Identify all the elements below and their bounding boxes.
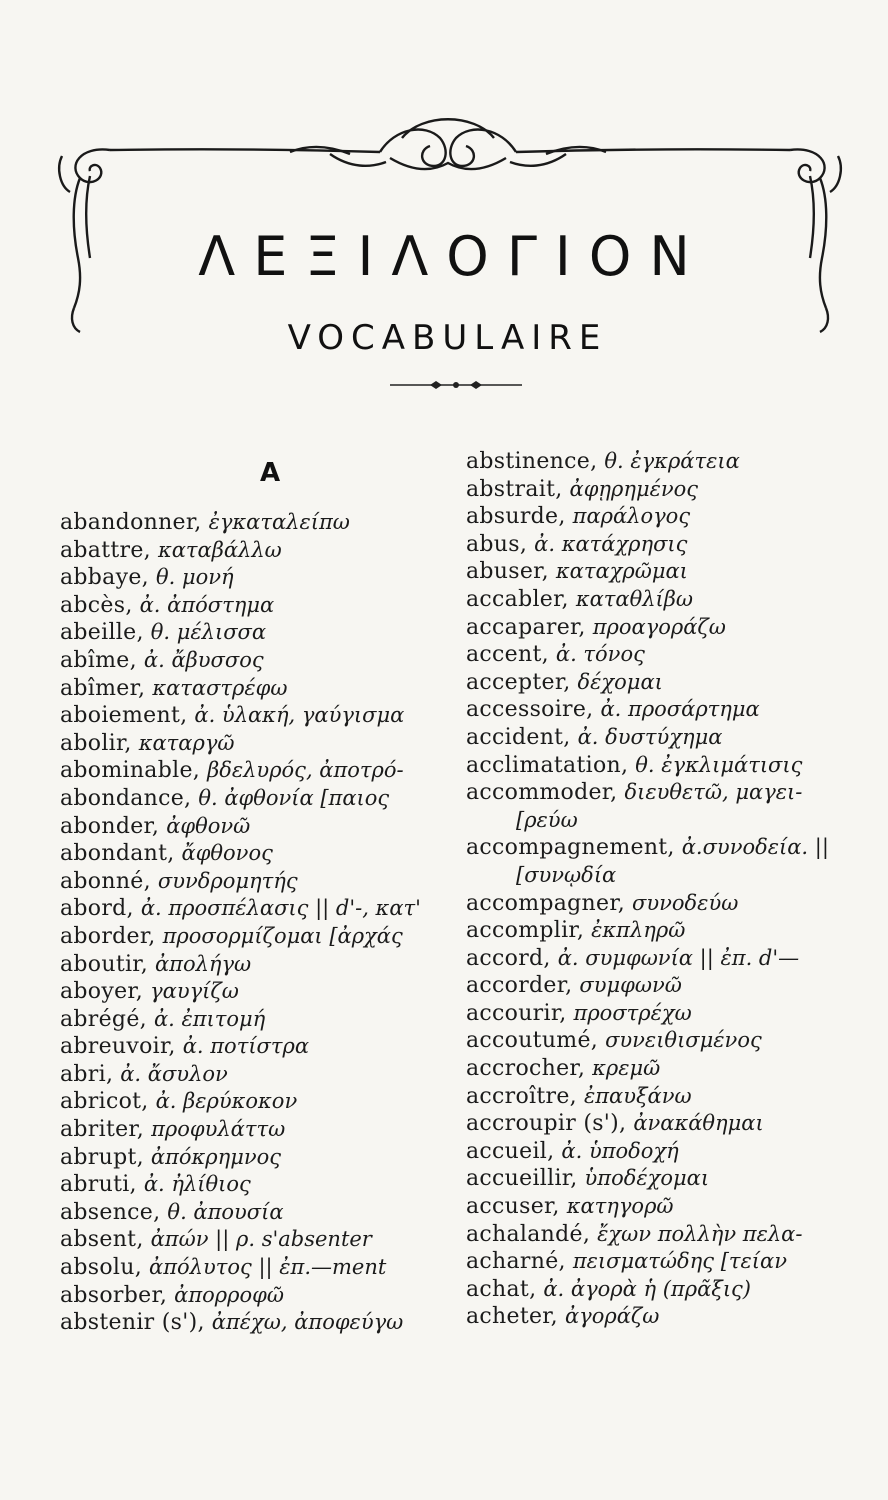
dictionary-entry bbox=[60, 757, 450, 785]
dictionary-entry bbox=[466, 558, 856, 586]
greek-translation: συμφωνῶ bbox=[579, 973, 682, 998]
dictionary-entry bbox=[466, 1138, 856, 1166]
greek-translation: ἀπόλυτος || ἐπ.—ment bbox=[149, 1255, 387, 1280]
dictionary-entry bbox=[466, 669, 856, 697]
greek-translation: ἀ. ἐπιτομή bbox=[153, 1006, 266, 1031]
dictionary-entry bbox=[466, 1165, 856, 1193]
greek-translation: ἐγκαταλείπω bbox=[208, 510, 350, 534]
french-headword: achalandé, bbox=[466, 1221, 591, 1247]
dictionary-entry bbox=[60, 1144, 450, 1172]
dictionary-entry bbox=[60, 813, 450, 841]
french-headword: abreuvoir, bbox=[60, 1034, 176, 1060]
greek-translation: δέχομαι bbox=[577, 669, 663, 694]
greek-translation: γαυγίζω bbox=[150, 979, 239, 1004]
greek-translation: κατηγορῶ bbox=[566, 1194, 674, 1219]
dictionary-entry bbox=[60, 619, 450, 647]
french-headword: abrégé, bbox=[60, 1006, 147, 1032]
french-headword: absolu, bbox=[60, 1255, 143, 1281]
greek-translation: συνοδεύω bbox=[632, 890, 739, 915]
dictionary-entry bbox=[60, 1254, 450, 1282]
greek-translation: ἀνακάθημαι bbox=[633, 1111, 764, 1136]
dictionary-entry bbox=[60, 951, 450, 979]
dictionary-entry bbox=[60, 1061, 450, 1089]
dictionary-entry bbox=[466, 862, 856, 890]
french-headword: accommoder, bbox=[466, 780, 618, 806]
dictionary-entry bbox=[466, 779, 856, 807]
greek-translation: ἀπορροφῶ bbox=[174, 1282, 284, 1307]
french-headword: absence, bbox=[60, 1199, 161, 1225]
french-headword: accourir, bbox=[466, 1000, 567, 1026]
french-headword: abonné, bbox=[60, 868, 151, 894]
french-headword: abîmer, bbox=[60, 675, 146, 701]
left-column bbox=[60, 509, 450, 1337]
dictionary-entry bbox=[60, 647, 450, 675]
greek-translation: ἀ.συνοδεία. || bbox=[681, 835, 829, 860]
dictionary-entry bbox=[466, 1110, 856, 1138]
greek-translation: ἀπόκρημνος bbox=[150, 1144, 282, 1169]
dictionary-entry bbox=[60, 1226, 450, 1254]
dictionary-entry bbox=[466, 1221, 856, 1249]
french-headword: abstrait, bbox=[466, 476, 563, 502]
greek-translation: ἀ. προσάρτημα bbox=[600, 697, 760, 722]
greek-translation: ἀ. συμφωνία || ἐπ. d'— bbox=[557, 945, 800, 970]
french-headword: abondance, bbox=[60, 785, 192, 811]
greek-translation: ἀ. ἄσυλον bbox=[120, 1061, 228, 1086]
dictionary-entry bbox=[60, 895, 450, 923]
greek-translation: ἀπέχω, ἀποφεύγω bbox=[211, 1310, 404, 1335]
art-nouveau-header-ornament bbox=[50, 108, 846, 338]
dictionary-entry bbox=[466, 641, 856, 669]
french-headword: accroître, bbox=[466, 1083, 577, 1109]
dictionary-entry bbox=[466, 1248, 856, 1276]
french-headword: accroupir (s'), bbox=[466, 1111, 627, 1137]
french-headword: aborder, bbox=[60, 923, 156, 949]
french-headword: aboiement, bbox=[60, 703, 188, 729]
greek-translation: ἀ. ἀγορὰ ἡ (πρᾶξις) bbox=[543, 1276, 752, 1301]
french-headword: acheter, bbox=[466, 1304, 558, 1330]
greek-translation: συνειθισμένος bbox=[605, 1028, 762, 1053]
dictionary-entry bbox=[466, 696, 856, 724]
greek-translation: ὑποδέχομαι bbox=[584, 1166, 710, 1191]
french-headword: abolir, bbox=[60, 730, 132, 756]
dictionary-entry bbox=[60, 509, 450, 537]
greek-translation: προφυλάττω bbox=[151, 1117, 286, 1142]
greek-translation: θ. μέλισσα bbox=[150, 620, 267, 645]
greek-translation: [ρεύω bbox=[516, 807, 578, 832]
dictionary-entry bbox=[60, 675, 450, 703]
greek-translation: ἀ. βερύκοκον bbox=[155, 1089, 298, 1114]
greek-translation: ἀγοράζω bbox=[564, 1304, 660, 1329]
french-headword: accuser, bbox=[466, 1194, 560, 1220]
french-headword: acharné, bbox=[466, 1249, 566, 1275]
dictionary-entry bbox=[466, 945, 856, 973]
french-headword: abonder, bbox=[60, 813, 160, 839]
french-headword: abord, bbox=[60, 896, 134, 922]
greek-translation: βδελυρός, ἀποτρό- bbox=[207, 758, 404, 783]
french-headword: accessoire, bbox=[466, 697, 594, 723]
french-headword: abuser, bbox=[466, 559, 549, 585]
dictionary-entry bbox=[60, 923, 450, 951]
greek-translation: ἀφθονῶ bbox=[166, 813, 251, 838]
french-headword: accident, bbox=[466, 724, 571, 750]
greek-translation: θ. ἐγκλιμάτισις bbox=[635, 752, 803, 777]
greek-translation: ἀ. ὑλακή, γαύγισμα bbox=[194, 703, 405, 728]
greek-translation: ἐπαυξάνω bbox=[583, 1083, 692, 1108]
dictionary-entry bbox=[466, 917, 856, 945]
french-headword: accoutumé, bbox=[466, 1028, 599, 1054]
greek-translation: καταβάλλω bbox=[157, 537, 282, 562]
french-headword: accompagnement, bbox=[466, 835, 675, 861]
greek-translation: ἀπών || ρ. s'absenter bbox=[150, 1227, 372, 1252]
greek-translation: καταστρέφω bbox=[152, 675, 288, 700]
greek-translation: κρεμῶ bbox=[592, 1056, 661, 1081]
dictionary-entry bbox=[60, 730, 450, 758]
greek-translation: καταργῶ bbox=[138, 730, 235, 755]
french-headword: absurde, bbox=[466, 504, 566, 530]
greek-translation: ἀ. τόνος bbox=[555, 642, 645, 667]
french-headword: abominable, bbox=[60, 758, 201, 784]
greek-translation: θ. ἀπουσία bbox=[167, 1199, 284, 1224]
french-headword: abbaye, bbox=[60, 565, 149, 591]
greek-translation: θ. ἀφθονία [παιος bbox=[198, 785, 390, 810]
french-headword: accueillir, bbox=[466, 1166, 578, 1192]
dictionary-entry bbox=[60, 537, 450, 565]
french-headword: accabler, bbox=[466, 586, 569, 612]
greek-translation: θ. ἐγκράτεια bbox=[604, 449, 740, 473]
dictionary-entry bbox=[60, 1033, 450, 1061]
french-headword: abricot, bbox=[60, 1089, 149, 1115]
french-headword: abandonner, bbox=[60, 510, 202, 535]
dictionary-entry bbox=[60, 868, 450, 896]
french-headword: aboyer, bbox=[60, 979, 144, 1005]
dictionary-entry bbox=[60, 785, 450, 813]
french-headword: achat, bbox=[466, 1276, 537, 1302]
french-headword: accepter, bbox=[466, 669, 571, 695]
greek-translation: συνδρομητής bbox=[157, 868, 298, 893]
french-headword: accorder, bbox=[466, 973, 573, 999]
dictionary-entry bbox=[466, 1083, 856, 1111]
french-headword: accord, bbox=[466, 945, 551, 971]
french-headword: aboutir, bbox=[60, 951, 148, 977]
french-headword: accent, bbox=[466, 642, 549, 668]
french-headword: accomplir, bbox=[466, 918, 585, 944]
greek-translation: ἀφῃρημένος bbox=[569, 476, 699, 501]
greek-translation: διευθετῶ, μαγει- bbox=[624, 780, 803, 805]
dictionary-entry bbox=[60, 1088, 450, 1116]
french-headword: accrocher, bbox=[466, 1056, 586, 1082]
right-column bbox=[466, 448, 856, 1331]
dictionary-entry bbox=[466, 1193, 856, 1221]
greek-translation: ἀ. κατάχρησις bbox=[534, 531, 688, 556]
french-headword: abri, bbox=[60, 1061, 114, 1087]
dictionary-entry bbox=[466, 752, 856, 780]
dictionary-entry bbox=[466, 724, 856, 752]
greek-translation: παράλογος bbox=[572, 504, 691, 529]
dictionary-entry bbox=[60, 564, 450, 592]
dictionary-entry bbox=[466, 503, 856, 531]
greek-translation: ἀ. ἀπόστημα bbox=[139, 592, 275, 617]
page-title: ΛΕΞΙΛΟΓΙΟΝ bbox=[198, 225, 708, 288]
french-headword: abcès, bbox=[60, 592, 133, 618]
dictionary-entry bbox=[466, 972, 856, 1000]
greek-translation: ἔχων πολλὴν πελα- bbox=[597, 1221, 803, 1246]
dictionary-entry bbox=[466, 448, 856, 476]
dictionary-entry bbox=[60, 1282, 450, 1310]
greek-translation: καταχρῶμαι bbox=[555, 559, 688, 584]
french-headword: abstenir (s'), bbox=[60, 1310, 205, 1336]
dictionary-entry bbox=[60, 978, 450, 1006]
french-headword: accompagner, bbox=[466, 890, 626, 916]
french-headword: abus, bbox=[466, 531, 528, 557]
french-headword: abruti, bbox=[60, 1172, 137, 1198]
greek-translation: ἀ. προσπέλασις || d'-, κατ' bbox=[140, 896, 421, 921]
dictionary-entry bbox=[466, 476, 856, 504]
dictionary-entry bbox=[60, 840, 450, 868]
dictionary-entry bbox=[466, 1000, 856, 1028]
french-headword: abrupt, bbox=[60, 1144, 144, 1170]
french-headword: accueil, bbox=[466, 1138, 555, 1164]
dictionary-entry bbox=[466, 614, 856, 642]
dictionary-entry bbox=[60, 1199, 450, 1227]
french-headword: abattre, bbox=[60, 537, 151, 563]
greek-translation: ἀ. ὑποδοχή bbox=[561, 1138, 679, 1163]
french-headword: abîme, bbox=[60, 647, 137, 673]
dictionary-entry bbox=[60, 1309, 450, 1337]
dictionary-entry bbox=[466, 531, 856, 559]
dictionary-entry bbox=[466, 1027, 856, 1055]
greek-translation: καταθλίβω bbox=[575, 586, 694, 611]
french-headword: absent, bbox=[60, 1227, 144, 1253]
greek-translation: [συνῳδία bbox=[516, 862, 617, 887]
greek-translation: προσορμίζομαι [ἀρχάς bbox=[162, 923, 403, 948]
french-headword: abondant, bbox=[60, 841, 175, 867]
greek-translation: ἀ. δυστύχημα bbox=[577, 724, 723, 749]
dictionary-entry bbox=[466, 1303, 856, 1331]
greek-translation: προστρέχω bbox=[573, 1000, 692, 1025]
french-headword: abriter, bbox=[60, 1117, 145, 1143]
greek-translation: ἄφθονος bbox=[181, 841, 273, 866]
dictionary-entry bbox=[466, 1055, 856, 1083]
french-headword: accaparer, bbox=[466, 614, 586, 640]
dictionary-entry bbox=[466, 807, 856, 835]
greek-translation: θ. μονή bbox=[155, 565, 234, 590]
dictionary-entry bbox=[466, 1276, 856, 1304]
greek-translation: ἀ. ἄβυσσος bbox=[143, 647, 264, 672]
greek-translation: πεισματώδης [τείαν bbox=[572, 1249, 787, 1274]
dictionary-entry bbox=[60, 702, 450, 730]
greek-translation: ἀ. ποτίστρα bbox=[182, 1034, 310, 1059]
page-subtitle: VOCABULAIRE bbox=[287, 318, 608, 358]
dictionary-entry bbox=[60, 592, 450, 620]
dictionary-entry bbox=[60, 1116, 450, 1144]
french-headword: abstinence, bbox=[466, 449, 598, 474]
greek-translation: ἐκπληρῶ bbox=[591, 918, 686, 943]
dictionary-entry bbox=[466, 586, 856, 614]
greek-translation: ἀ. ἠλίθιος bbox=[143, 1172, 251, 1197]
dictionary-entry bbox=[60, 1171, 450, 1199]
dictionary-entry bbox=[60, 1006, 450, 1034]
french-headword: abeille, bbox=[60, 620, 144, 646]
french-headword: absorber, bbox=[60, 1282, 168, 1308]
section-letter-heading: A bbox=[259, 458, 281, 488]
dictionary-entry bbox=[466, 834, 856, 862]
greek-translation: ἀπολήγω bbox=[154, 951, 252, 976]
dictionary-entry bbox=[466, 890, 856, 918]
french-headword: acclimatation, bbox=[466, 752, 629, 778]
greek-translation: προαγοράζω bbox=[592, 614, 726, 639]
decorative-divider bbox=[390, 378, 522, 392]
